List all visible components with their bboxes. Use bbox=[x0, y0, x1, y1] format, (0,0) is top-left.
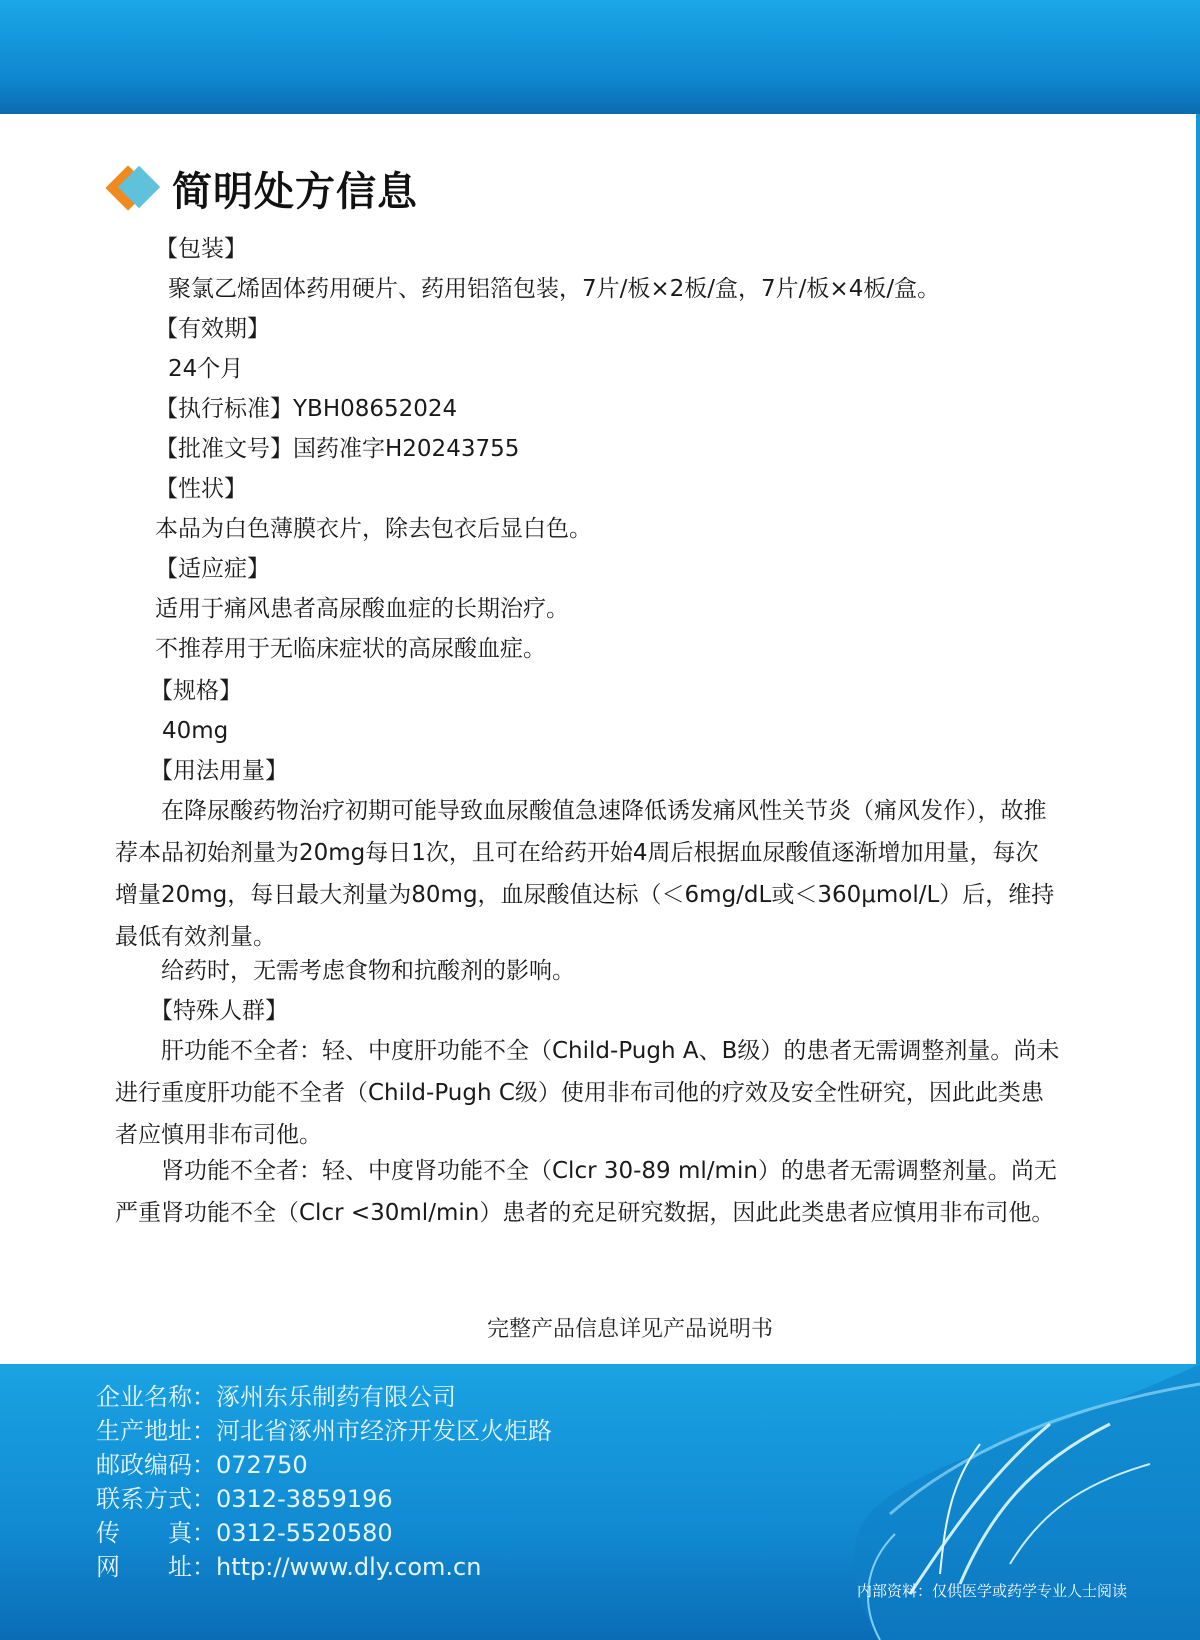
website-label: 网 址： bbox=[96, 1553, 216, 1581]
section-heading bbox=[106, 160, 418, 216]
approval-row bbox=[155, 428, 519, 470]
specification-text: 40mg bbox=[162, 718, 229, 744]
approval-text: 国药准字H20243755 bbox=[293, 436, 520, 462]
appearance-label: 【性状】 bbox=[155, 476, 247, 502]
website-row bbox=[96, 1550, 552, 1584]
validity-text: 24个月 bbox=[168, 356, 244, 382]
diamond-bullet-icon bbox=[106, 160, 166, 216]
appearance-text: 本品为白色薄膜衣片，除去包衣后显白色。 bbox=[155, 516, 592, 542]
renal-paragraph: 肾功能不全者：轻、中度肾功能不全（Clcr 30-89 ml/min）的患者无需调整剂量。尚无严重肾功能不全（Clcr <30ml/min）患者的充足研究数据，因此此类患者应慎用非布司他。 bbox=[115, 1158, 1057, 1226]
page-title: 简明处方信息 bbox=[172, 168, 418, 215]
special-populations-label: 【特殊人群】 bbox=[150, 998, 288, 1024]
postcode-value: 072750 bbox=[216, 1451, 308, 1479]
address-label: 生产地址： bbox=[96, 1417, 216, 1445]
dosage-label: 【用法用量】 bbox=[150, 758, 288, 784]
address-value: 河北省涿州市经济开发区火炬路 bbox=[216, 1417, 552, 1445]
footer bbox=[0, 1364, 1200, 1640]
address-row bbox=[96, 1414, 552, 1448]
approval-label: 【批准文号】 bbox=[155, 436, 293, 462]
full-info-note: 完整产品信息详见产品说明书 bbox=[486, 1317, 773, 1342]
company-name-label: 企业名称： bbox=[96, 1383, 216, 1411]
fax-row bbox=[96, 1516, 552, 1550]
standard-label: 【执行标准】 bbox=[155, 396, 293, 422]
phone-row bbox=[96, 1482, 552, 1516]
company-info bbox=[96, 1380, 552, 1584]
company-name-row bbox=[96, 1380, 552, 1414]
fax-value: 0312-5520580 bbox=[216, 1519, 393, 1547]
phone-label: 联系方式： bbox=[96, 1485, 216, 1513]
website-link[interactable]: http://www.dly.com.cn bbox=[216, 1553, 482, 1581]
fax-label: 传 真： bbox=[96, 1519, 216, 1547]
standard-text: YBH08652024 bbox=[293, 396, 458, 422]
hepatic-paragraph: 肝功能不全者：轻、中度肝功能不全（Child-Pugh A、B级）的患者无需调整剂量。尚未进行重度肝功能不全者（Child-Pugh C级）使用非布司他的疗效及安全性研究，因此此类患者应慎用非布司他。 bbox=[115, 1038, 1060, 1148]
postcode-row bbox=[96, 1448, 552, 1482]
indications-line-2: 不推荐用于无临床症状的高尿酸血症。 bbox=[155, 636, 546, 662]
top-banner bbox=[0, 0, 1200, 114]
postcode-label: 邮政编码： bbox=[96, 1451, 216, 1479]
dosage-paragraph-1: 在降尿酸药物治疗初期可能导致血尿酸值急速降低诱发痛风性关节炎（痛风发作），故推荐本品初始剂量为20mg每日1次，且可在给药开始4周后根据血尿酸值逐渐增加用量，每次增量20mg，每日最大剂量为80mg，血尿酸值达标（＜6mg/dL或＜360μmol/L）后，维持最低有效剂量。 bbox=[115, 798, 1055, 950]
internal-use-disclaimer: 内部资料：仅供医学或药学专业人士阅读 bbox=[857, 1582, 1128, 1600]
standard-row bbox=[155, 388, 457, 430]
indications-label: 【适应症】 bbox=[155, 556, 270, 582]
dosage-paragraph-2: 给药时，无需考虑食物和抗酸剂的影响。 bbox=[161, 958, 575, 984]
company-name-value: 涿州东乐制药有限公司 bbox=[216, 1383, 456, 1411]
validity-label: 【有效期】 bbox=[155, 316, 270, 342]
packaging-text: 聚氯乙烯固体药用硬片、药用铝箔包装，7片/板×2板/盒，7片/板×4板/盒。 bbox=[168, 276, 941, 302]
indications-line-1: 适用于痛风患者高尿酸血症的长期治疗。 bbox=[155, 596, 569, 622]
phone-value: 0312-3859196 bbox=[216, 1485, 393, 1513]
packaging-label: 【包装】 bbox=[155, 236, 247, 262]
specification-label: 【规格】 bbox=[150, 678, 242, 704]
right-edge-stripe bbox=[1196, 114, 1200, 1364]
